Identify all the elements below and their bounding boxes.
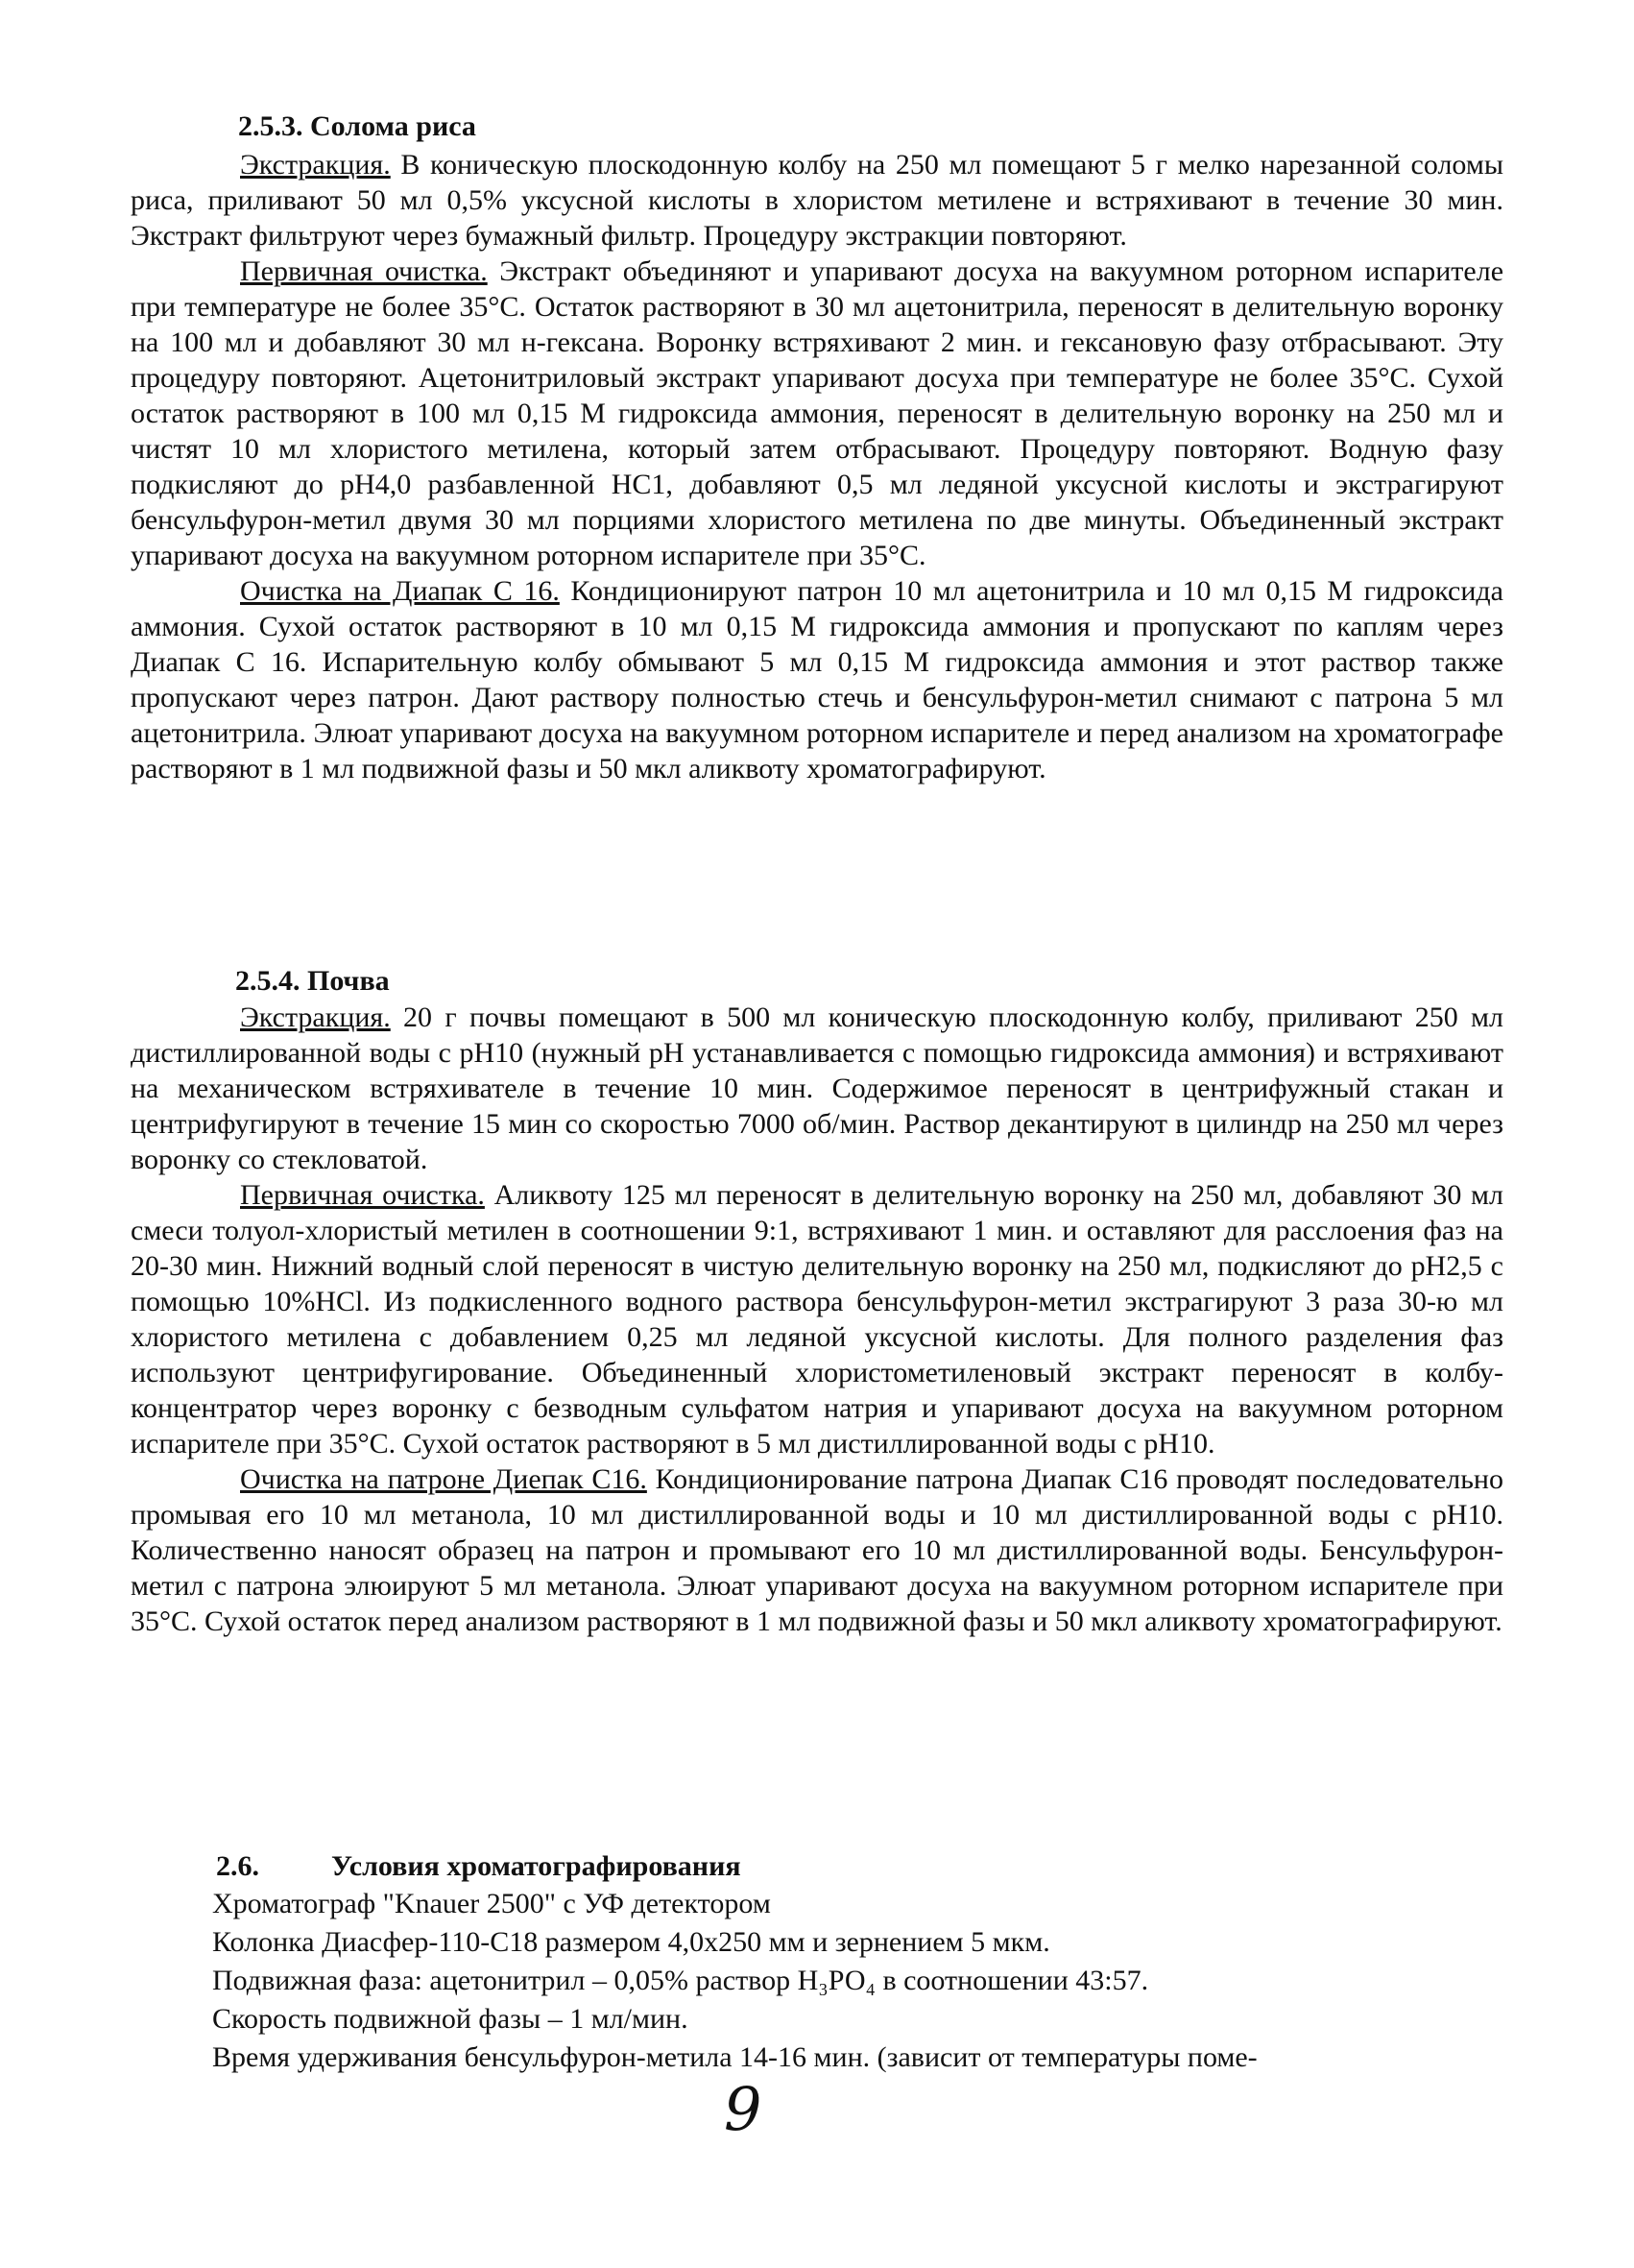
paragraph-soil-cartridge-cleanup xyxy=(131,1461,1503,1639)
text-rice-extraction: В коническую плоскодонную колбу на 250 мл помещают 5 г мелко нарезанной соломы риса, приливают 50 мл 0,5% уксусной кислоты в хлористом метилене и встряхивают в течение 30 мин. Экстракт фильтруют через бумажный фильтр. Процедуру экстракции повторяют. xyxy=(131,149,1503,252)
section-number: 2.6. xyxy=(216,1850,259,1882)
page-number: 9 xyxy=(724,2074,762,2144)
condition-retention-time: Время удерживания бенсульфурон-метила 14-16 мин. (зависит от температуры поме- xyxy=(212,2041,1258,2073)
condition-mobile-phase: Подвижная фаза: ацетонитрил – 0,05% раствор Н₃РО₄ в соотношении 43:57. xyxy=(212,1965,1149,1996)
heading-chromatography-conditions xyxy=(216,1848,741,1884)
text-soil-cartridge-cleanup: Кондиционирование патрона Диапак С16 проводят последовательно промывая его 10 мл метанола, 10 мл дистиллированной воды и 10 мл дистиллированной воды с рН10. Количественно наносят образец на патрон и промывают его 10 мл дистиллированной воды. Бенсульфурон-метил с патрона элюируют 5 мл метанола. Элюат упаривают досуха на вакуумном роторном испарителе при 35°С. Сухой остаток перед анализом растворяют в 1 мл подвижной фазы и 50 мкл аликвоту хроматографируют. xyxy=(131,1463,1503,1637)
label-primary-cleanup: Первичная очистка. xyxy=(240,1179,485,1211)
paragraph-rice-extraction xyxy=(131,147,1503,253)
heading-rice-straw: 2.5.3. Солома риса xyxy=(238,110,476,142)
heading-soil: 2.5.4. Почва xyxy=(235,965,390,997)
paragraph-rice-diapak-cleanup xyxy=(131,573,1503,786)
label-extraction: Экстракция. xyxy=(240,149,391,181)
label-primary-cleanup: Первичная очистка. xyxy=(240,255,488,287)
section-soil xyxy=(131,1000,1503,1639)
condition-column: Колонка Диасфер-110-С18 размером 4,0х250 мм и зернением 5 мкм. xyxy=(212,1926,1050,1958)
label-diapak-cleanup: Очистка на Диапак С 16. xyxy=(240,575,560,607)
text-rice-primary-cleanup: Экстракт объединяют и упаривают досуха на вакуумном роторном испарителе при температуре не более 35°С. Остаток растворяют в 30 мл ацетонитрила, переносят в делительную воронку на 100 мл и добавляют 30 мл н-гексана. Воронку встряхивают 2 мин. и гексановую фазу отбрасывают. Эту процедуру повторяют. Ацетонитриловый экстракт упаривают досуха при температуре не более 35°С. Сухой остаток растворяют в 100 мл 0,15 М гидроксида аммония, переносят в делительную воронку на 250 мл и чистят 10 мл хлористого метилена, который затем отбрасывают. Процедуру повторяют. Водную фазу подкисляют до рН4,0 разбавленной НС1, добавляют 0,5 мл ледяной уксусной кислоты и экстрагируют бенсульфурон-метил двумя 30 мл порциями хлористого метилена по две минуты. Объединенный экстракт упаривают досуха на вакуумном роторном испарителе при 35°С. xyxy=(131,255,1504,571)
conditions-list xyxy=(212,1886,1503,2078)
condition-chromatograph: Хроматограф "Knauer 2500" с УФ детектором xyxy=(212,1888,771,1919)
text-soil-primary-cleanup: Аликвоту 125 мл переносят в делительную воронку на 250 мл, добавляют 30 мл смеси толуол-хлористый метилен в соотношении 9:1, встряхивают 1 мин. и оставляют для расслоения фаз на 20-30 мин. Нижний водный слой переносят в чистую делительную воронку на 250 мл, подкисляют до рН2,5 с помощью 10%НСl. Из подкисленного водного раствора бенсульфурон-метил экстрагируют 3 раза 30-ю мл хлористого метилена с добавлением 0,25 мл ледяной уксусной кислоты. Для полного разделения фаз используют центрифугирование. Объединенный хлористометиленовый экстракт переносят в колбу-концентратор через воронку с безводным сульфатом натрия и упаривают досуха на вакуумном роторном испарителе при 35°С. Сухой остаток растворяют в 5 мл дистиллированной воды с рН10. xyxy=(131,1179,1503,1460)
section-rice-straw xyxy=(131,147,1503,786)
section-title: Условия хроматографирования xyxy=(331,1850,741,1882)
text-rice-diapak-cleanup: Кондиционируют патрон 10 мл ацетонитрила и 10 мл 0,15 М гидроксида аммония. Сухой остаток растворяют в 10 мл 0,15 М гидроксида аммония и пропускают по каплям через Диапак С 16. Испарительную колбу обмывают 5 мл 0,15 М гидроксида аммония и этот раствор также пропускают через патрон. Дают раствору полностью стечь и бенсульфурон-метил снимают с патрона 5 мл ацетонитрила. Элюат упаривают досуха на вакуумном роторном испарителе и перед анализом на хроматографе растворяют в 1 мл подвижной фазы и 50 мкл аликвоту хроматографируют. xyxy=(131,575,1503,784)
condition-flow-rate: Скорость подвижной фазы – 1 мл/мин. xyxy=(212,2003,688,2035)
label-cartridge-cleanup: Очистка на патроне Диепак С16. xyxy=(240,1463,647,1495)
paragraph-rice-primary-cleanup xyxy=(131,253,1503,573)
label-extraction: Экстракция. xyxy=(240,1001,391,1033)
paragraph-soil-extraction xyxy=(131,1000,1503,1177)
text-soil-extraction: 20 г почвы помещают в 500 мл коническую плоскодонную колбу, приливают 250 мл дистиллированной воды с рН10 (нужный рН устанавливается с помощью гидроксида аммония) и встряхивают на механическом встряхивателе в течение 10 мин. Содержимое переносят в центрифужный стакан и центрифугируют в течение 15 мин со скоростью 7000 об/мин. Раствор декантируют в цилиндр на 250 мл через воронку со стекловатой. xyxy=(131,1001,1503,1175)
paragraph-soil-primary-cleanup xyxy=(131,1177,1503,1461)
